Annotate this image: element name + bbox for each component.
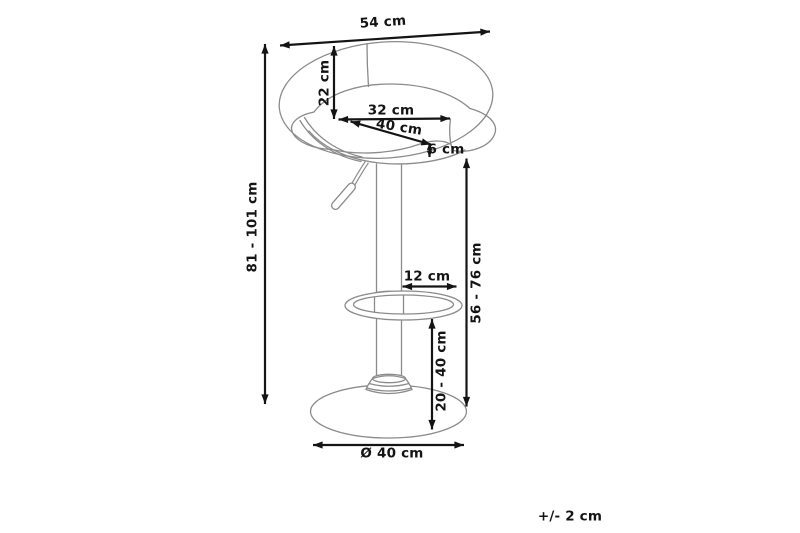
label-backrest-height: 22 cm: [316, 59, 333, 107]
label-overall-height: 81 - 101 cm: [244, 181, 261, 273]
label-seat-height: 56 - 76 cm: [468, 242, 485, 324]
label-footrest-offset: 12 cm: [403, 268, 451, 285]
label-cushion-thickness: 6 cm: [427, 141, 465, 158]
gas-lift-lever: [336, 162, 368, 206]
lift-column: [377, 164, 402, 375]
footrest-ring: [345, 291, 462, 320]
label-seat-inner-width: 32 cm: [367, 102, 415, 119]
label-seat-depth: 40 cm: [374, 115, 424, 139]
label-tolerance-note: +/- 2 cm: [537, 508, 603, 525]
pedestal-collar: [366, 374, 412, 393]
label-seat-width-top: 54 cm: [359, 12, 407, 32]
label-base-diameter: Ø 40 cm: [360, 445, 424, 462]
label-footrest-base-height: 20 - 40 cm: [433, 330, 450, 412]
